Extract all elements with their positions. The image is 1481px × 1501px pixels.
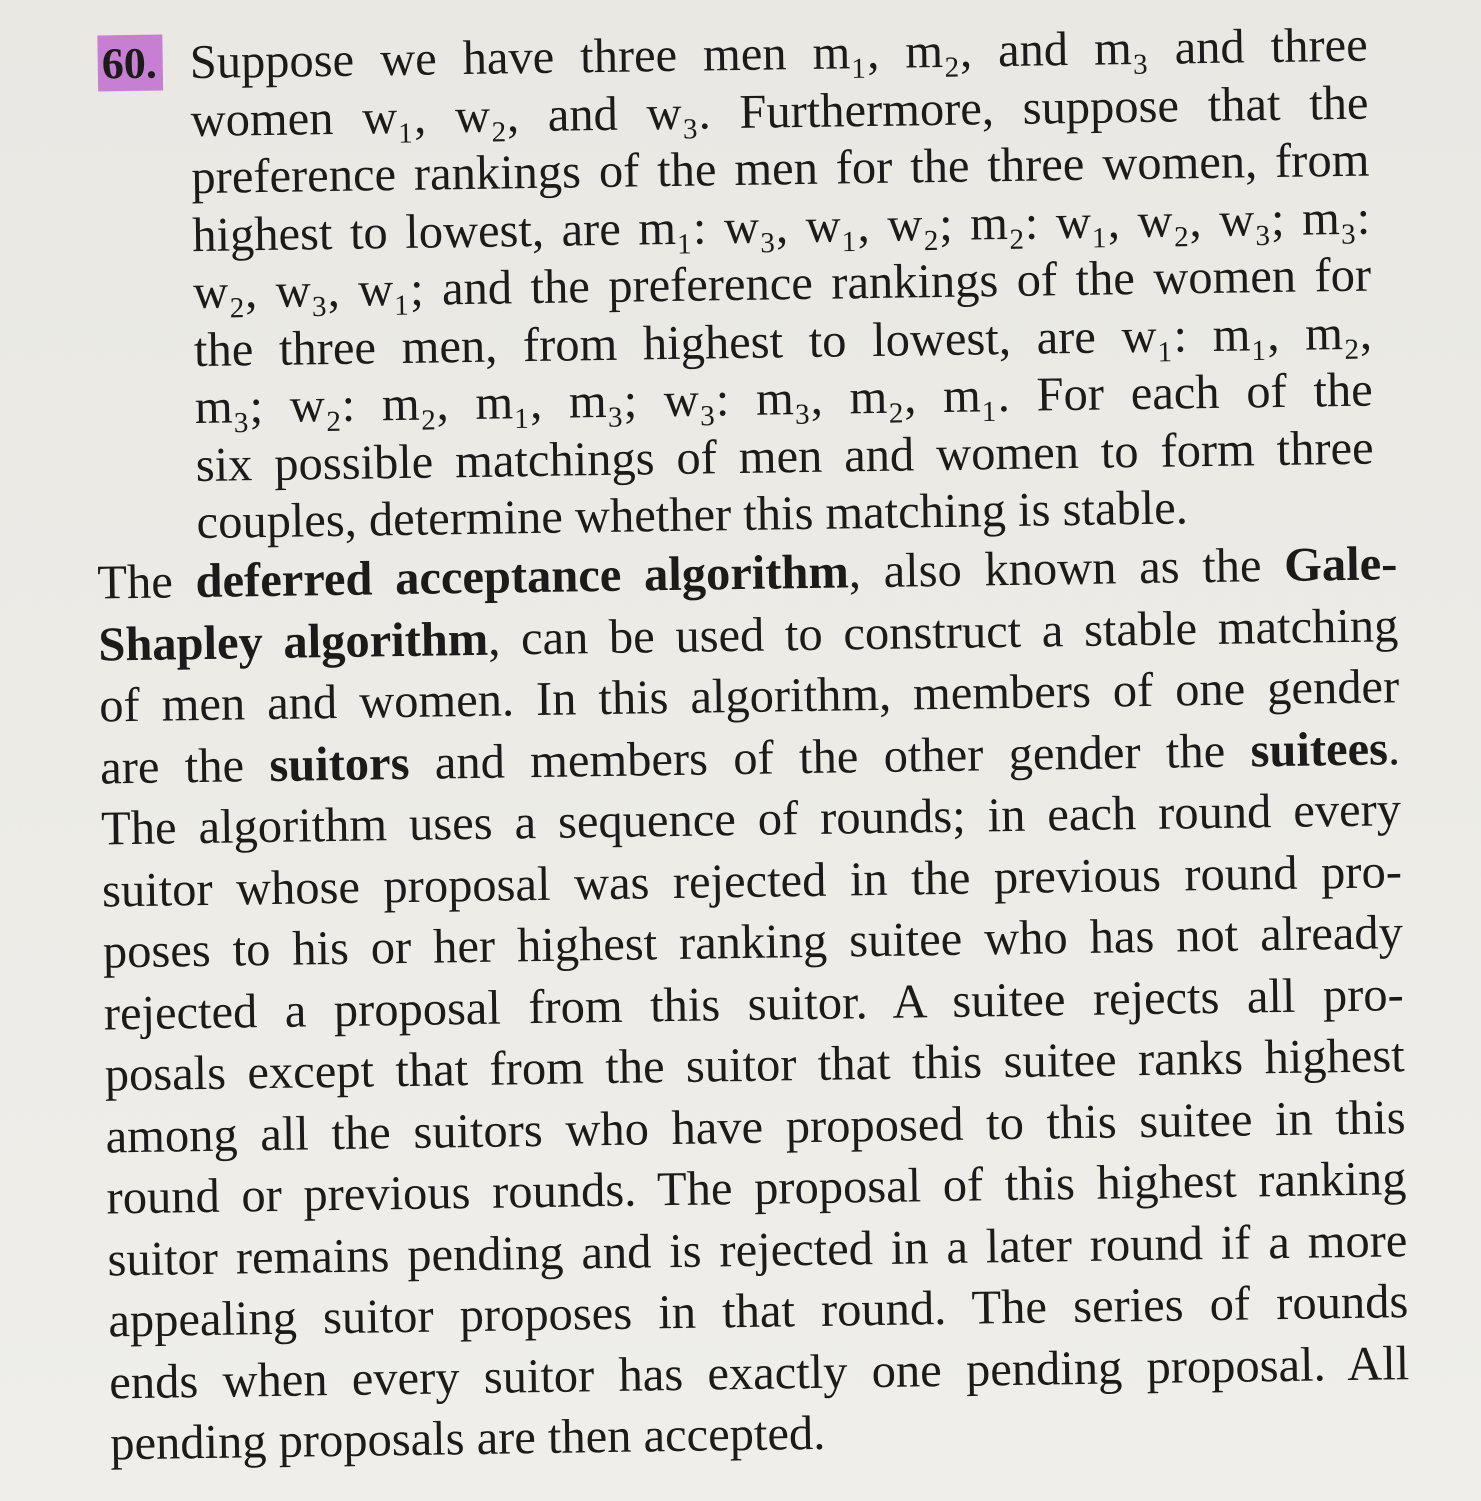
exercise-line: Suppose we have three men m₁, m₂, and m₃ and three — [189, 18, 1369, 90]
exercise-line: couples, determine whether this matching is stable. — [196, 481, 1189, 550]
paragraph-line: of men and women. In this algorithm, members of one gender — [98, 660, 1400, 733]
exercise-line: highest to lowest, are m₁: w₃, w₁, w₂; m₂: w₁, w₂, w₃; m₃: — [191, 191, 1371, 262]
paragraph-line: are the suitors and members of the other gender the suitees. — [99, 721, 1401, 794]
exercise-line: six possible matchings of men and women to form three — [195, 421, 1374, 492]
paragraph-line: The algorithm uses a sequence of rounds; in each round every — [100, 783, 1402, 856]
bold-term: Gale- — [1283, 537, 1398, 592]
paragraph-line: pending proposals are then accepted. — [109, 1406, 826, 1471]
paragraph-line: poses to his or her highest ranking suitee who has not already — [102, 906, 1404, 979]
exercise-line: preference rankings of the men for the three women, from — [191, 133, 1370, 205]
exercise-60 — [97, 17, 1375, 553]
paragraph-line: rejected a proposal from this suitor. A suitee rejects all pro- — [103, 967, 1405, 1040]
bold-term: suitors — [268, 736, 410, 792]
gale-shapley-paragraph — [97, 533, 1411, 1475]
bold-term: Shapley algorithm — [97, 612, 489, 672]
exercise-line: the three men, from highest to lowest, are w₁: m₁, m₂, — [193, 306, 1373, 377]
paragraph-line: suitor remains pending and is rejected in a later round if a more — [107, 1213, 1408, 1286]
paragraph-line: among all the suitors who have proposed to this suitee in this — [105, 1090, 1406, 1163]
bold-term: suitees — [1250, 721, 1389, 777]
exercise-number-highlight: 60. — [97, 34, 163, 91]
paragraph-line: Shapley algorithm, can be used to construct a stable matching — [97, 598, 1399, 672]
paragraph-line: round or previous rounds. The proposal of this highest ranking — [106, 1152, 1407, 1225]
paragraph-line: appealing suitor proposes in that round. The series of rounds — [108, 1275, 1409, 1348]
bold-term: deferred acceptance algorithm — [195, 545, 850, 609]
exercise-line: w₂, w₃, w₁; and the preference rankings of the women for — [192, 248, 1372, 320]
exercise-line: m₃; w₂: m₂, m₁, m₃; w₃: m₃, m₂, m₁. For each of the — [194, 363, 1374, 435]
paragraph-line: The deferred acceptance algorithm, also known as the Gale- — [97, 537, 1398, 610]
exercise-text — [189, 17, 1375, 552]
exercise-line: women w₁, w₂, and w₃. Furthermore, suppose that the — [190, 76, 1369, 147]
paragraph-line: posals except that from the suitor that this suitee ranks highest — [104, 1029, 1406, 1102]
paragraph-line: ends when every suitor has exactly one pending proposal. All — [108, 1336, 1410, 1409]
paragraph-line: suitor whose proposal was rejected in the previous round pro- — [101, 844, 1403, 917]
